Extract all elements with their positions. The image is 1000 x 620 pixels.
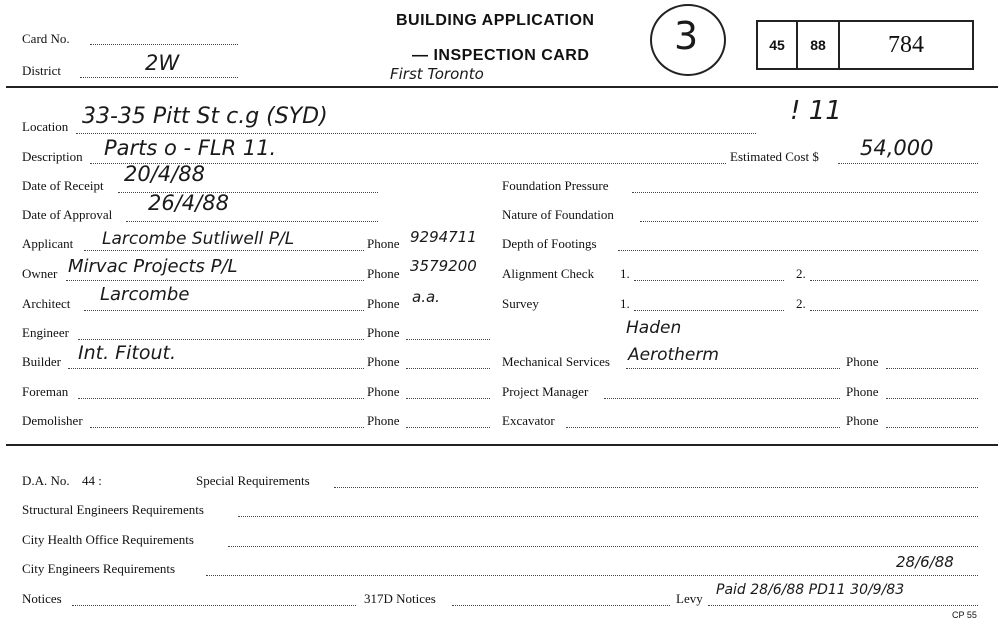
demolisher-phone-label: Phone (367, 413, 400, 428)
notices-317d-line (452, 605, 670, 606)
mechanical-services-label: Mechanical Services (502, 354, 610, 369)
owner-phone-value: 3579200 (410, 257, 477, 275)
mechanical-phone-label: Phone (846, 354, 879, 369)
alignment-check-2-line (810, 280, 978, 281)
special-requirements-line (334, 487, 978, 488)
structural-requirements-label: Structural Engineers Requirements (22, 502, 204, 517)
reference-box-3: 784 (888, 31, 924, 58)
applicant-phone-label: Phone (367, 236, 400, 251)
location-label: Location (22, 119, 69, 134)
district-line (80, 77, 238, 78)
foreman-line (78, 398, 364, 399)
demolisher-line (90, 427, 364, 428)
top-divider (6, 86, 998, 88)
architect-phone-label: Phone (367, 296, 400, 311)
survey-2-line (810, 310, 978, 311)
applicant-value: Larcombe Sutliwell P/L (102, 229, 295, 249)
nature-of-foundation-line (640, 221, 978, 222)
description-label: Description (22, 149, 83, 164)
foreman-label: Foreman (22, 384, 69, 399)
survey-2: 2. (796, 296, 806, 311)
foundation-pressure-label: Foundation Pressure (502, 178, 609, 193)
structural-requirements-line (238, 516, 978, 517)
card-subtitle: — INSPECTION CARD (412, 47, 590, 64)
reference-box-2: 88 (798, 22, 840, 68)
excavator-label: Excavator (502, 413, 555, 428)
district-label: District (22, 63, 61, 78)
engineer-label: Engineer (22, 325, 69, 340)
notices-317d-label: 317D Notices (364, 591, 436, 606)
builder-label: Builder (22, 354, 61, 369)
alignment-check-label: Alignment Check (502, 266, 595, 281)
card-title: BUILDING APPLICATION (396, 12, 595, 29)
survey-1: 1. (620, 296, 630, 311)
survey-1-line (634, 310, 784, 311)
alignment-check-1: 1. (620, 266, 630, 281)
engineers-requirements-label: City Engineers Requirements (22, 561, 176, 576)
builder-phone-line (406, 368, 490, 369)
health-requirements-label: City Health Office Requirements (22, 532, 194, 547)
mechanical-services-value: Aerotherm (628, 345, 719, 365)
demolisher-label: Demolisher (22, 413, 83, 428)
depth-of-footings-line (618, 250, 978, 251)
notices-line (72, 605, 356, 606)
circled-number: 3 (674, 14, 699, 58)
mechanical-services-line (626, 368, 840, 369)
alignment-check-1-line (634, 280, 784, 281)
date-of-receipt-value: 20/4/88 (124, 162, 205, 186)
card-no-line (90, 44, 238, 45)
reference-box (756, 20, 974, 70)
middle-divider (6, 444, 998, 446)
applicant-phone-value: 9294711 (410, 228, 477, 246)
card-no-label: Card No. (22, 31, 70, 46)
builder-phone-label: Phone (367, 354, 400, 369)
engineer-phone-line (406, 339, 490, 340)
excavator-line (566, 427, 840, 428)
builder-value: Int. Fitout. (78, 342, 176, 364)
location-value: 33-35 Pitt St c.g (SYD) (82, 104, 328, 129)
date-of-approval-line (126, 221, 378, 222)
applicant-label: Applicant (22, 236, 74, 251)
architect-line (84, 310, 364, 311)
project-manager-line (604, 398, 840, 399)
architect-phone-value: a.a. (412, 288, 440, 306)
mechanical-phone-line (886, 368, 978, 369)
owner-label: Owner (22, 266, 58, 281)
levy-label: Levy (676, 591, 703, 606)
location-marks: ! 11 (790, 96, 842, 126)
location-line (76, 133, 756, 134)
estimated-cost-value: 54,000 (860, 136, 934, 160)
estimated-cost-line (838, 163, 978, 164)
builder-line (68, 368, 364, 369)
district-value: 2W (145, 51, 180, 75)
special-requirements-label: Special Requirements (196, 473, 310, 488)
card-subtitle-text: INSPECTION CARD (433, 47, 590, 64)
owner-phone-label: Phone (367, 266, 400, 281)
excavator-phone-label: Phone (846, 413, 879, 428)
foreman-phone-label: Phone (367, 384, 400, 399)
alignment-check-2: 2. (796, 266, 806, 281)
health-requirements-line (228, 546, 978, 547)
project-manager-phone-line (886, 398, 978, 399)
subtitle-handwritten: First Toronto (390, 65, 484, 83)
project-manager-phone-label: Phone (846, 384, 879, 399)
date-of-approval-value: 26/4/88 (148, 191, 229, 215)
reference-box-1: 45 (758, 22, 798, 68)
engineers-requirements-line (206, 575, 978, 576)
notices-label: Notices (22, 591, 62, 606)
engineer-line (78, 339, 364, 340)
mechanical-services-above: Haden (626, 318, 682, 338)
levy-value: Paid 28/6/88 PD11 30/9/83 (716, 582, 905, 598)
owner-line (66, 280, 364, 281)
foundation-pressure-line (632, 192, 978, 193)
project-manager-label: Project Manager (502, 384, 589, 399)
applicant-line (84, 250, 364, 251)
form-code: CP 55 (952, 610, 977, 620)
depth-of-footings-label: Depth of Footings (502, 236, 597, 251)
levy-line (708, 605, 978, 606)
engineers-requirements-date: 28/6/88 (896, 553, 954, 571)
date-of-approval-label: Date of Approval (22, 207, 113, 222)
estimated-cost-label: Estimated Cost $ (730, 149, 819, 164)
da-no-value: 44 : (82, 473, 102, 488)
nature-of-foundation-label: Nature of Foundation (502, 207, 614, 222)
survey-label: Survey (502, 296, 539, 311)
excavator-phone-line (886, 427, 978, 428)
date-of-receipt-label: Date of Receipt (22, 178, 104, 193)
da-no-label: D.A. No. (22, 473, 70, 488)
foreman-phone-line (406, 398, 490, 399)
architect-label: Architect (22, 296, 71, 311)
description-value: Parts o - FLR 11. (104, 136, 277, 160)
architect-value: Larcombe (100, 284, 190, 305)
owner-value: Mirvac Projects P/L (68, 256, 238, 277)
engineer-phone-label: Phone (367, 325, 400, 340)
demolisher-phone-line (406, 427, 490, 428)
